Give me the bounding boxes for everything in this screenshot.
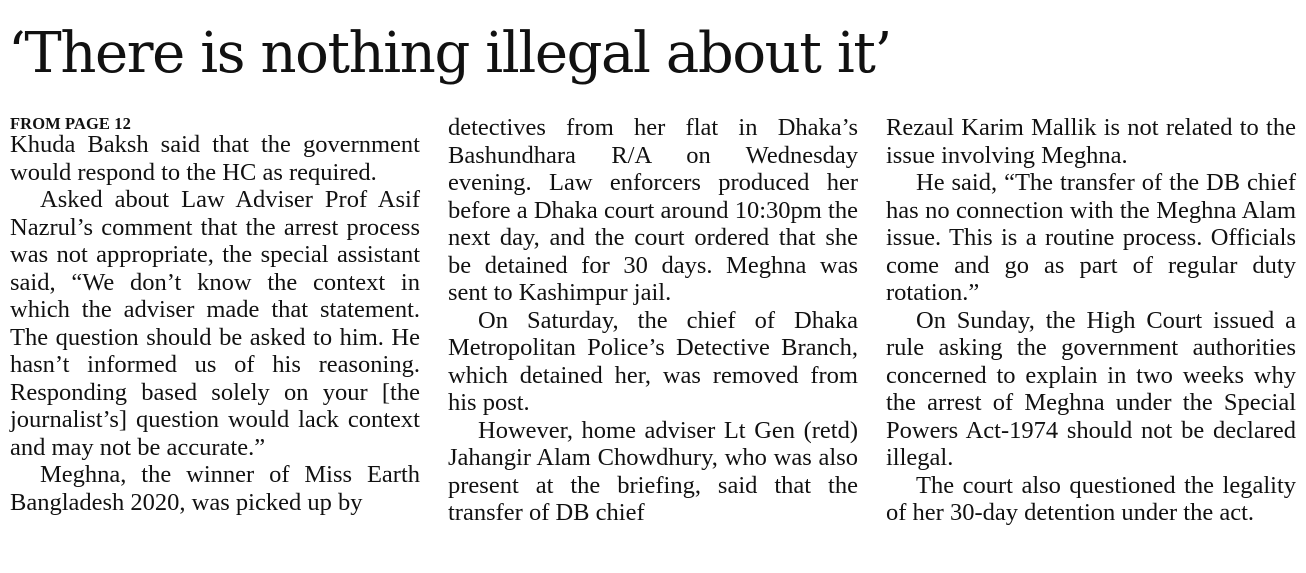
headline: ‘There is nothing illegal about it’ bbox=[8, 21, 891, 86]
paragraph: However, home adviser Lt Gen (retd) Jahangir Alam Chowdhury, who was also present at the briefing, said that the transfer of DB chief bbox=[448, 416, 858, 526]
article-column-1 bbox=[10, 114, 420, 516]
article-column-2 bbox=[448, 114, 858, 527]
paragraph: Meghna, the winner of Miss Earth Bangladesh 2020, was picked up by bbox=[10, 461, 420, 516]
paragraph: He said, “The transfer of the DB chief has no connection with the Meghna Alam issue. This is a routine process. Officials come and go as part of regular duty rotation.” bbox=[886, 169, 1296, 306]
paragraph: On Sunday, the High Court issued a rule asking the government authorities concerned to explain in two weeks why the arrest of Meghna under the Special Powers Act-1974 should not be declared illegal. bbox=[886, 306, 1296, 471]
paragraph: Khuda Baksh said that the government would respond to the HC as required. bbox=[10, 131, 420, 186]
paragraph: Rezaul Karim Mallik is not related to the issue involving Meghna. bbox=[886, 114, 1296, 169]
article-column-3 bbox=[886, 114, 1296, 527]
paragraph: The court also questioned the legality of her 30-day detention under the act. bbox=[886, 471, 1296, 526]
paragraph: On Saturday, the chief of Dhaka Metropolitan Police’s Detective Branch, which detained her, was removed from his post. bbox=[448, 306, 858, 416]
continued-from-label: FROM PAGE 12 bbox=[10, 114, 131, 133]
paragraph: detectives from her flat in Dhaka’s Bashundhara R/A on Wednesday evening. Law enforcers produced her before a Dhaka court around 10:30pm the next day, and the court ordered that she be detained for 30 days. Meghna was sent to Kashimpur jail. bbox=[448, 114, 858, 306]
paragraph: Asked about Law Adviser Prof Asif Nazrul’s comment that the arrest process was not appropriate, the special assistant said, “We don’t know the context in which the adviser made that statement. The question should be asked to him. He hasn’t informed us of his reasoning. Responding based solely on your [the journalist’s] question would lack context and may not be accurate.” bbox=[10, 186, 420, 461]
